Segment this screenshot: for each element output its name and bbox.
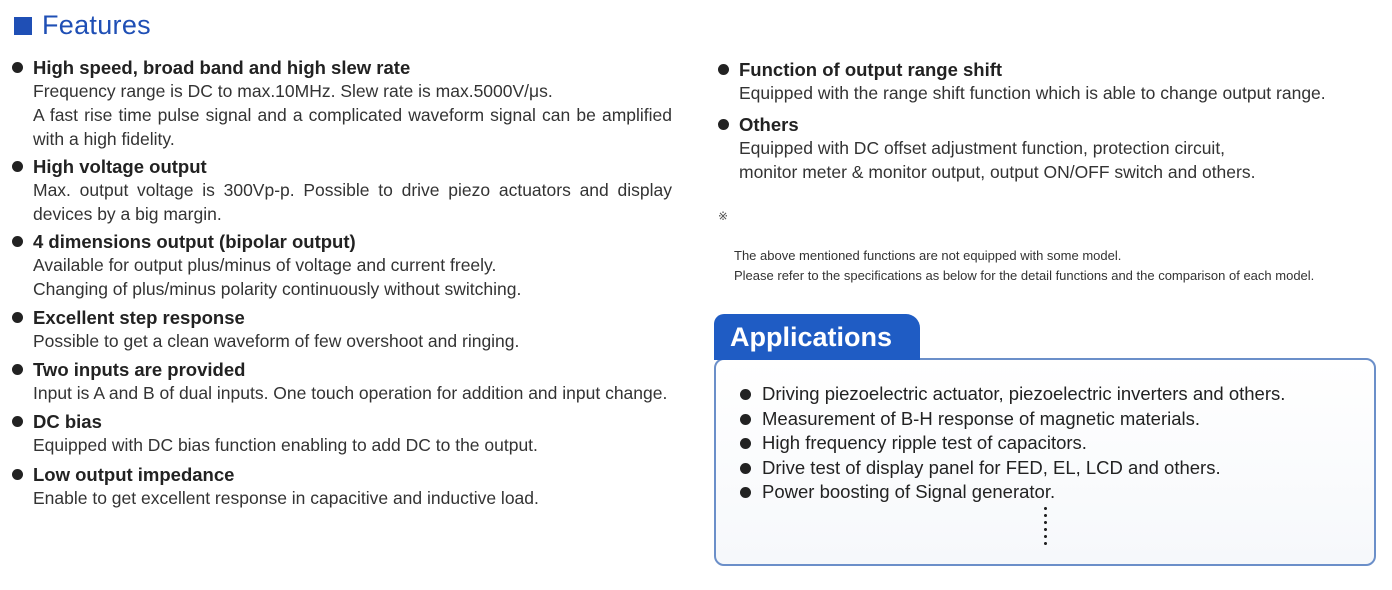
applications-box <box>714 358 1376 566</box>
list-item <box>738 407 1285 432</box>
feature-description: Max. output voltage is 300Vp-p. Possible to drive piezo actuators and display devices by a big margin. <box>33 180 672 224</box>
feature-item <box>12 56 672 151</box>
feature-title: Function of output range shift <box>739 59 1003 80</box>
application-text: High frequency ripple test of capacitors. <box>762 432 1087 453</box>
feature-description: Enable to get excellent response in capacitive and inductive load. <box>33 488 539 508</box>
list-item <box>738 456 1285 481</box>
bullet-icon <box>12 364 23 375</box>
application-text: Measurement of B-H response of magnetic materials. <box>762 407 1201 429</box>
bullet-icon <box>740 463 751 474</box>
feature-title: Two inputs are provided <box>33 359 246 380</box>
bullet-icon <box>718 119 729 130</box>
footnote <box>718 206 1382 286</box>
bullet-icon <box>740 389 751 400</box>
feature-item <box>718 113 1382 184</box>
feature-description: Possible to get a clean waveform of few overshoot and ringing. <box>33 331 520 351</box>
feature-title: High speed, broad band and high slew rate <box>33 57 411 78</box>
list-item <box>738 480 1285 505</box>
feature-item <box>12 410 672 457</box>
feature-title: High voltage output <box>33 156 207 177</box>
features-header <box>14 10 151 41</box>
bullet-icon <box>12 312 23 323</box>
feature-title: DC bias <box>33 411 102 432</box>
bullet-icon <box>740 414 751 425</box>
application-text: Power boosting of Signal generator. <box>762 481 1056 502</box>
feature-item <box>12 306 672 353</box>
features-left-column <box>12 56 672 510</box>
bullet-icon <box>12 236 23 247</box>
feature-item <box>12 155 672 226</box>
features-right-column <box>718 58 1382 286</box>
applications-list <box>738 382 1285 505</box>
feature-title: Excellent step response <box>33 307 245 328</box>
feature-description: Frequency range is DC to max.10MHz. Slew rate is max.5000V/μs. A fast rise time pulse signal and a complicated waveform signal can be amplified with a high fidelity. <box>33 81 672 149</box>
bullet-icon <box>12 161 23 172</box>
reference-mark-icon: ※ <box>718 209 729 223</box>
application-text: Drive test of display panel for FED, EL, LCD and others. <box>762 456 1221 478</box>
feature-title: Others <box>739 114 799 135</box>
bullet-icon <box>12 62 23 73</box>
feature-item <box>12 358 672 405</box>
application-text: Driving piezoelectric actuator, piezoelectric inverters and others. <box>762 383 1286 404</box>
bullet-icon <box>12 416 23 427</box>
feature-description: Equipped with the range shift function which is able to change output range. <box>739 83 1326 103</box>
footnote-text: The above mentioned functions are not equipped with some model. Please refer to the specifications as below for the detail functions and the comparison of each model. <box>734 248 1315 283</box>
bullet-icon <box>718 64 729 75</box>
applications-panel <box>714 314 1376 568</box>
bullet-icon <box>740 438 751 449</box>
feature-item <box>12 230 672 301</box>
feature-title: 4 dimensions output (bipolar output) <box>33 231 356 252</box>
feature-description: Input is A and B of dual inputs. One touch operation for addition and input change. <box>33 383 668 403</box>
feature-description: Equipped with DC bias function enabling to add DC to the output. <box>33 435 538 455</box>
bullet-icon <box>740 487 751 498</box>
features-title: Features <box>42 10 151 40</box>
vertical-ellipsis-icon <box>1044 505 1047 547</box>
list-item <box>738 431 1285 456</box>
feature-description: Available for output plus/minus of voltage and current freely. Changing of plus/minus polarity continuously without switching. <box>33 255 522 299</box>
feature-description: Equipped with DC offset adjustment function, protection circuit, monitor meter & monitor output, output ON/OFF switch and others. <box>739 138 1256 182</box>
list-item <box>738 382 1285 407</box>
bullet-icon <box>12 469 23 480</box>
applications-title: Applications <box>714 314 920 360</box>
feature-item <box>12 463 672 510</box>
feature-item <box>718 58 1382 105</box>
feature-title: Low output impedance <box>33 464 235 485</box>
square-bullet-icon <box>14 17 32 35</box>
